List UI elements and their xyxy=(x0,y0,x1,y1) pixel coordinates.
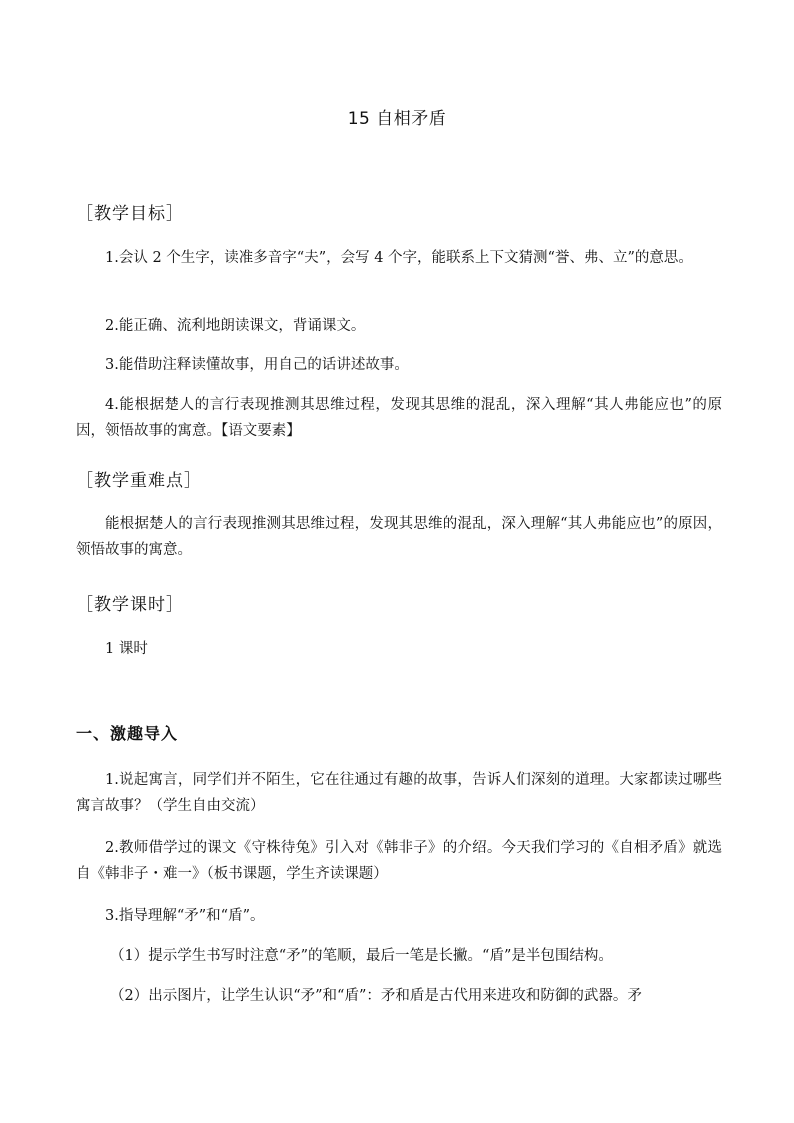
hours-text: 1 课时 xyxy=(105,641,148,657)
section-heading-key-points: ［教学重难点］ xyxy=(76,471,202,491)
goal-item-1: 1.会认 2 个生字，读准多音字“夫”，会写 4 个字，能联系上下文猜测“誉、弗、立”的意思。 xyxy=(105,250,693,266)
part1-subitem-2: （2）出示图片，让学生认识“矛”和“盾”：矛和盾是古代用来进攻和防御的武器。矛 xyxy=(110,988,642,1004)
part1-item-3: 3.指导理解“矛”和“盾”。 xyxy=(105,908,265,924)
goal-item-2: 2.能正确、流利地朗读课文，背诵课文。 xyxy=(105,318,366,334)
goal-item-4: 4.能根据楚人的言行表现推测其思维过程，发现其思维的混乱，深入理解“其人弗能应也”的原因，领悟故事的寓意。【语文要素】 xyxy=(76,397,722,439)
page-title: 15 自相矛盾 xyxy=(347,109,447,129)
goal-item-3: 3.能借助注释读懂故事，用自己的话讲述故事。 xyxy=(105,357,409,373)
part1-item-2: 2.教师借学过的课文《守株待兔》引入对《韩非子》的介绍。今天我们学习的《自相矛盾》就选自《韩非子・难一》（板书课题，学生齐读课题） xyxy=(76,840,722,882)
part1-item-1: 1.说起寓言，同学们并不陌生，它在往通过有趣的故事，告诉人们深刻的道理。大家都读过哪些寓言故事？（学生自由交流） xyxy=(76,772,722,814)
part1-heading: 一、激趣导入 xyxy=(76,724,179,743)
part1-subitem-1: （1）提示学生书写时注意“矛”的笔顺，最后一笔是长撇。“盾”是半包围结构。 xyxy=(110,948,613,964)
section-heading-goals: ［教学目标］ xyxy=(76,204,184,224)
section-heading-hours: ［教学课时］ xyxy=(76,595,184,615)
key-points-text: 能根据楚人的言行表现推测其思维过程，发现其思维的混乱，深入理解“其人弗能应也”的原因，领悟故事的寓意。 xyxy=(76,516,722,558)
